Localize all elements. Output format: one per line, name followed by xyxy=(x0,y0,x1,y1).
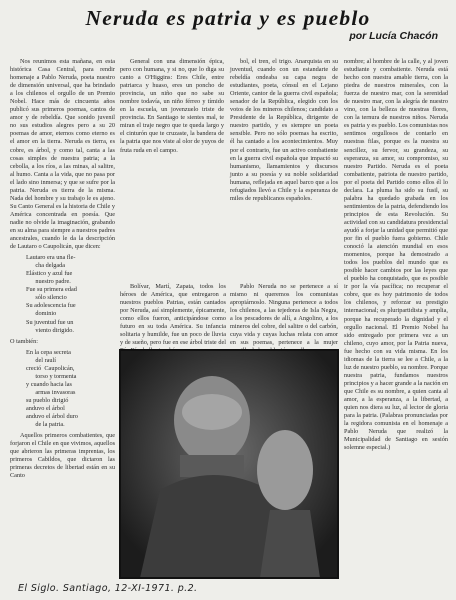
column-3-bottom xyxy=(230,283,338,345)
column-2-top xyxy=(120,58,224,280)
paragraph: Bolívar, Martí, Zapata, todos los héroes de América, que entregaron a nuestros pueblos Patrias, están cantados por Neruda, así simplemente, épicamente, como ellos fueron, anticipándose como futuro en su toda América. Su infancia solitaria y humilde, fue un poco de lluvia y de sueño, pero fue en ese árbol triste del xyxy=(120,283,226,347)
photo-image xyxy=(120,350,338,578)
neruda-photo xyxy=(120,350,338,578)
paragraph: nombre; al hombre de la calle, y al joven estudiante y combatiente. Neruda está hecho con nuestra amable tierra, con la piedra de nuestros minerales, con la fuerza de nuestro mar, con la serenidad de nuestro mar, con la alegría de nuestro vino, con la belleza de nuestras flores, con la ternura de nuestros niños. Neruda es patria y es pueblo. Los comunistas nos sentimos orgullosos de contarlo en nuestras filas, porque es la nuestra su sencillez, su fervor, su grandeza, su esperanza, su amor, su compromiso, su nuestro Partido. Neruda es el poeta combatiente, patriota de nuestro partido, por el poeta del Partido como ellos él lo declara. La pluma ha sido su fusil, su palabra ha quedado grabada en los sentimientos de la patria, defendiendo los principios de esta Revolución. Su actividad con su candidatura presidencial ayudó a forjar la unidad que permitió que por fin el pueblo fuera gobierno. Chile conoció la atención mundial en esos momentos, porque ha demostrado a todos los pueblos del mundo que es posible hacer cambios por las leyes que el pueblo ha conquistado, que es posible ir por la vía pacífica; no recuperar el cobre, que es hoy patrimonio de todos los chilenos, y reforzar su prestigio internacional; es pluripartidista y amplia, porque ha recuperado la dignidad y el orgullo nacional. El Premio Nobel ha sido entregado por primera vez a un chileno, cuyo amor, por la Patria nueva, fue hecho con su vida misma. En los idiomas de la tierra se lee a Chile, a la luz de nuestro pueblo, su nombre. Porque nuestra patria, fundamos nuestros principios y a hacer grande a la nación en que Chile es su nombre, a quien canta al amor, a la esperanza, a la libertad, a quien nos diera su luz, al lector de gloria para la patria. (Palabras pronunciadas por la regidora comunista en el homenaje a Pablo Neruda que realizó la Municipalidad de Santiago en sesión solemne especial.) xyxy=(344,58,448,452)
paragraph: General con una dimensión épica, pero con humana, y si no, que lo diga su canto a O'Higgins: Eres Chile, entre patriarca y huaso, eres un poncho de provincia, un niño que no sabe su nombre todavía, un niño férreo y tímido en la escuela, un jovenzuelo triste de provincia. En Santiago te sientes mal, te miran el traje negro que te queda largo y el cinturón que te cruzaste, la bandera de la patria que nos viste al olor de yuyos de fruta ruda en el campo. xyxy=(120,58,224,154)
column-4 xyxy=(344,58,448,566)
source-citation: El Siglo. Santiago, 12-XI-1971. p.2. xyxy=(18,583,198,594)
article-title: Neruda es patria y es pueblo xyxy=(85,6,371,30)
paragraph: Pablo Neruda no se pertenece a sí mismo ni queremos los comunistas apropiárnoslo. Ninguna pertenece a todos los chilenos, a las tejedoras de Isla Negra, a los pescadores de allí, a Angolino, a los mineros del cobre, del salitre o del carbón, cuya vida y cuyas luchas relata con amor en sus poemas, pertenece a la mujer xyxy=(230,283,338,347)
poem-caupolican: En la cepa secreta del raulí creció Caupolicán, torso y tormenta y cuando hacia las armas invasoras su pueblo dirigió anduvo el árbol anduvo el árbol duro de la patria. xyxy=(26,348,78,429)
paragraph: O también: xyxy=(10,337,38,345)
column-1 xyxy=(10,58,115,586)
article-byline: por Lucía Chacón xyxy=(349,30,438,42)
paragraph: bol, el tren, el trigo. Anarquista en su juventud, cuando con un estandarte de rebeldía ondeaba su capa negra de estudiantes, poeta, cónsul en el Lejano Oriente, cantor de la guerra civil española; senador de la República, elegido con los votos de los mineros chilenos; candidato a Presidente de la República, dirigente de nuestro partido, y es siempre un poeta sensible. Pero no sólo poemas ha escrito, él ha cantado a los acontecimientos. Muy por el contrario, fue un activo combatiente en la guerra civil española que impactó su humanismo, llamamientos y discursos junto a su poesía y su noble solidaridad humana, reflejada en aquel barco que a los refugiados llevó a Chile y la esperanza de miles de republicanos españoles. xyxy=(230,58,338,202)
column-3-top xyxy=(230,58,338,280)
poem-lautaro: Lautaro era una fle- cha delgada Elástico y azul fue nuestro padre. Fue su primera edad sólo silencio Su adolescencia fue dominio Su juventud fue un viento dirigido. xyxy=(26,254,77,334)
paragraph: Nos reunimos esta mañana, en esta histórica Casa Central, para rendir homenaje a Pablo Neruda, poeta nuestro de dimensión universal, que ha brindado a los chilenos el orgullo de un Premio Nobel. Hace más de cincuenta años publicó sus primeros poemas, cantos de amor y de rebeldía. Que sonido juvenil no sus estudios alegres pero a su 20 poemas de amor, eternos como eterno es el amor en la tierra. Neruda es tierra, es cobre, es árbol, y como tal, canta a las cosas simples de nuestra patria; a la cebolla, a los ríos, a las minas, al salitre, al humo. Canta a la vida, que no pasa por el lado sino inmersa; y que se sufre por la patria. Neruda es tierra de la misma. Nada del hombre y su trabajo le es ajeno. Su Canto General es la historia de Chile y América concentrada en poesía. Que nadie no olvide la imaginación, grabando en su alma para siempre a nuestros padres ancestrales, cuando le da la descripción de Lautaro o Caupolicán, que dicen: xyxy=(10,58,115,251)
column-2-bottom xyxy=(120,283,226,345)
paragraph: Aquellos primeros combatientes, que forjaron el Chile en que vivimos, aquellos que abrieron las primeras imprentas, los primeros Cabildos, que dictaron las primeras decretos de libertad están en su Canto xyxy=(10,432,116,480)
